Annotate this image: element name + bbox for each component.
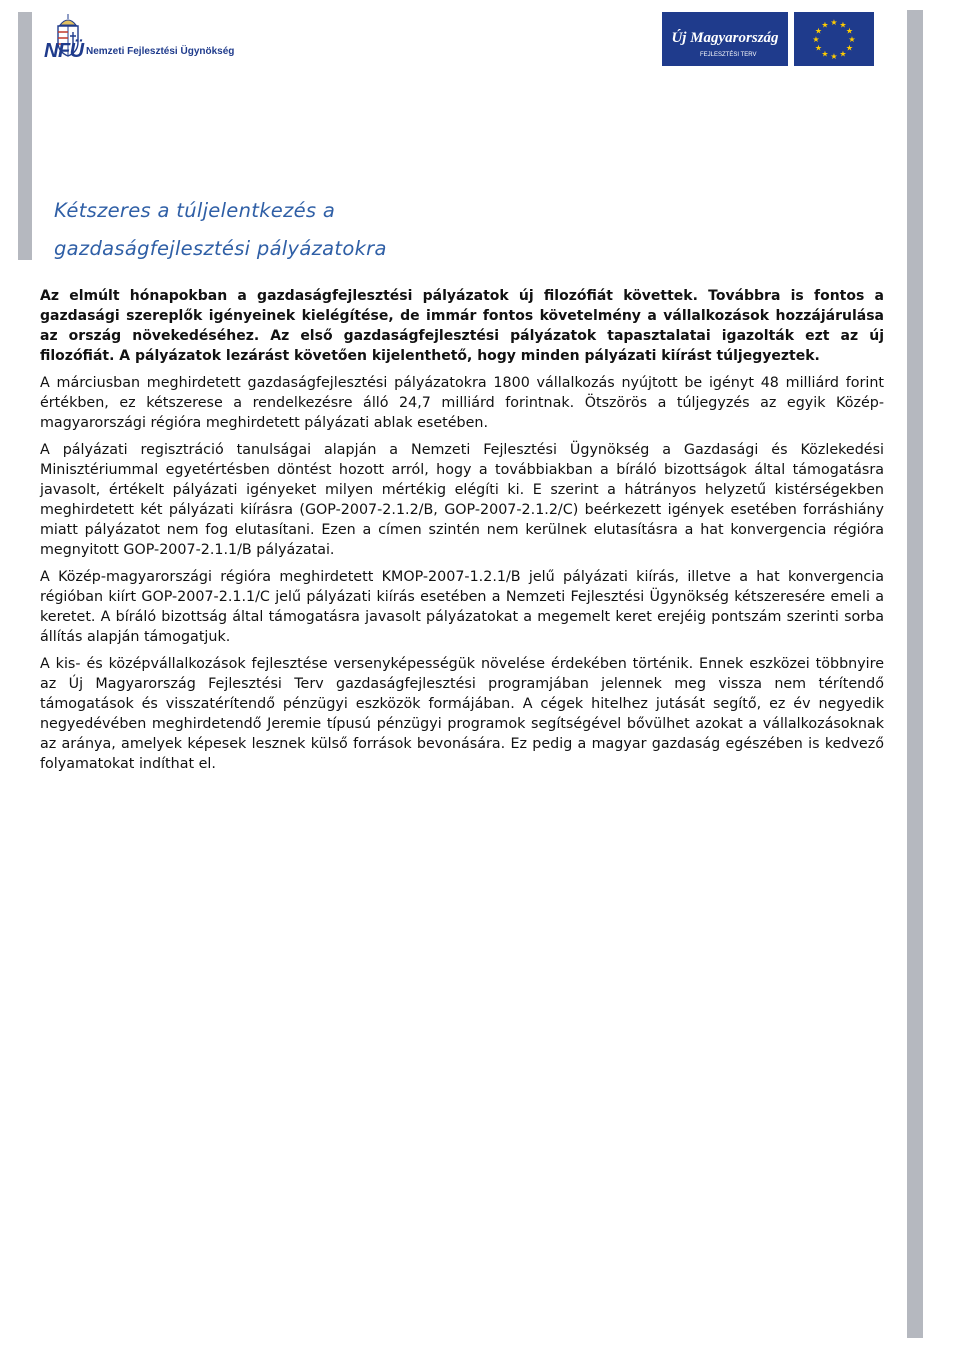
svg-text:★: ★ [839,49,847,59]
article-title [54,192,754,268]
svg-text:★: ★ [830,52,838,61]
title-line-1: Kétszeres a túljelentkezés a [54,199,336,222]
body-paragraph-4: A kis- és középvállalkozások fejlesztése versenyképességük növelése érdekében történik. Ennek eszközei többnyire az Új Magyarország Fejlesztési Terv gazdaságfejlesztési programjában jelennek meg vissza nem térítendő támogatások és visszatérítendő pénzügyi eszközök formájában. A cégek hitelhez jutását segítő, ez év negyedik negyedévében meghirdetendő Jeremie típusú pénzügyi programok segítségével bővülhet azokat a vállalkozásoknak az aránya, amelyek képesek lesznek külső források bevonására. Ez pedig a magyar gazdaság egészében is kedvező folyamatokat indíthat el. [40,656,884,772]
svg-text:★: ★ [845,26,854,36]
body-paragraph-2: A pályázati regisztráció tanulságai alapján a Nemzeti Fejlesztési Ügynökség a Gazdasági és Közlekedési Minisztériummal egyetértésben döntést hozott arról, hogy a továbbiakban a bíráló bizottságok által támogatásra javasolt, értékelt pályázati igényeket milyen mértékig elégíti ki. E szerint a hátrányos helyzetű kistérségekben meghirdetett két pályázati kiírásra (GOP-2007-2.1.2/B, GOP-2007-2.1.2/C) beérkezett igények esetében forráshiány miatt pályázatot nem fog elutasítani. Ezen a címen szintén nem kerülnek elutasításra a hat konvergencia régióra megnyitott GOP-2007-2.1.1/B pályázatai. [40,442,884,558]
umft-logo-text: Új Magyarország [671,30,779,46]
svg-text:★: ★ [830,18,838,27]
svg-text:★: ★ [839,20,847,30]
umft-logo-subtext: FEJLESZTÉSI TERV [700,52,757,58]
lead-paragraph: Az elmúlt hónapokban a gazdaságfejlesztési pályázatok új filozófiát követtek. Továbbra is fontos a gazdasági szereplők igényeinek kielégítése, de immár fontos követelmény a vállalkozások hozzájárulása az ország növekedéséhez. Az első gazdaságfejlesztési pályázatok tapasztalatai igazolták ezt az új filozófiát. A pályázatok lezárást követően kijelenthető, hogy minden pályázati kiírást túljegyeztek. [40,288,884,364]
svg-text:★: ★ [848,35,856,44]
svg-text:★: ★ [814,43,823,53]
svg-text:★: ★ [812,35,820,44]
left-decorative-bar [18,12,32,260]
body-paragraph-3: A Közép-magyarországi régióra meghirdetett KMOP-2007-1.2.1/B jelű pályázati kiírás, illetve a hat konvergencia régióban kiírt GOP-2007-2.1.1/C jelű pályázati kiírás esetében a Nemzeti Fejlesztési Ügynökség kétszeresére emeli a keretet. A bíráló bizottság által támogatásra javasolt pályázatokat a megemelt keret erejéig pontszám szerinti sorba állítás alapján támogatjuk. [40,569,884,645]
title-line-2: gazdaságfejlesztési pályázatokra [54,237,387,260]
body-paragraph-1: A márciusban meghirdetett gazdaságfejlesztési pályázatokra 1800 vállalkozás nyújtott be igényt 48 milliárd forint értékben, ez kétszerese a rendelkezésre álló 24,7 milliárd forintnak. Ötszörös a túljegyzés az egyik Közép-magyarországi régióra meghirdetett pályázati ablak esetében. [40,375,884,431]
svg-text:★: ★ [821,49,829,59]
article-body [40,286,884,781]
right-decorative-bar [907,10,923,1338]
eu-flag-icon [794,12,874,66]
svg-text:★: ★ [814,26,823,36]
nfu-logo-text: NFÜ [44,40,84,62]
nfu-name: Nemzeti Fejlesztési Ügynökség [86,46,235,57]
svg-text:★: ★ [845,43,854,53]
svg-text:★: ★ [821,20,829,30]
